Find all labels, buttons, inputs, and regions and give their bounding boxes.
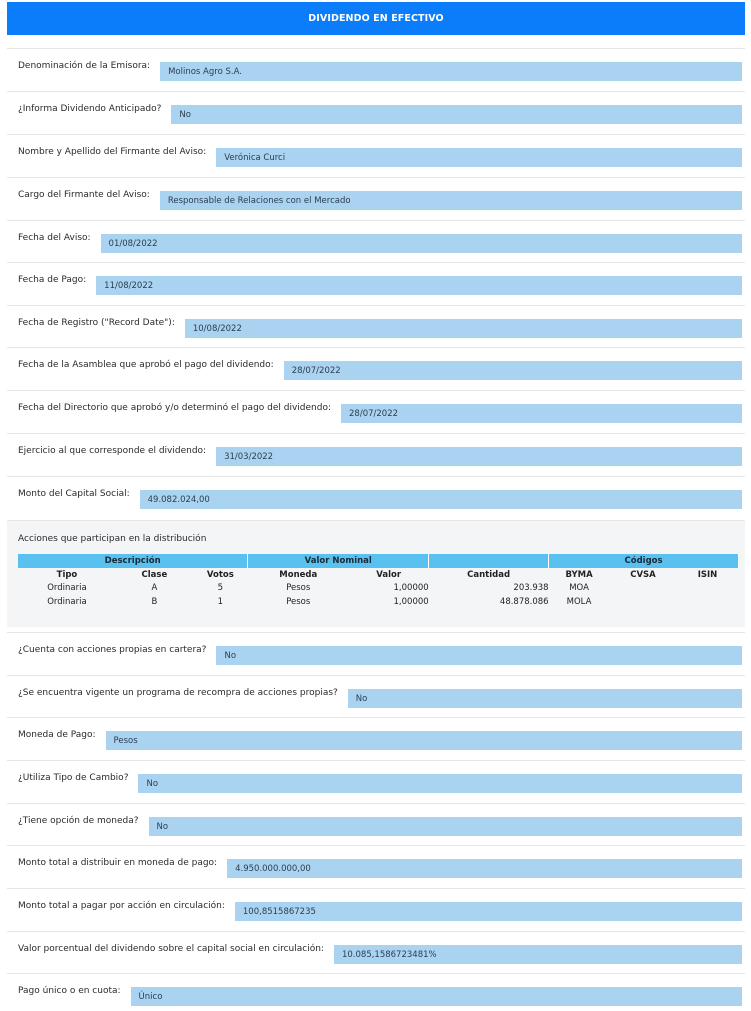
table-cell: Pesos: [286, 597, 311, 607]
field-label: Fecha de Pago:: [18, 275, 87, 285]
field-label: Nombre y Apellido del Firmante del Aviso:: [18, 147, 207, 157]
field-value: No: [348, 689, 742, 708]
group-header-blank: [429, 554, 549, 568]
column-header: Votos: [206, 569, 234, 580]
field-value: Responsable de Relaciones con el Mercado: [160, 191, 742, 210]
field-opcion-moneda: [7, 803, 745, 846]
field-programa-recompra: [7, 675, 745, 718]
field-fecha-asamblea: [7, 347, 745, 390]
field-label: ¿Utiliza Tipo de Cambio?: [18, 773, 129, 783]
field-label: ¿Se encuentra vigente un programa de recompra de acciones propias?: [18, 688, 338, 698]
field-value: Único: [131, 987, 742, 1006]
field-value: 100,8515867235: [235, 902, 742, 921]
table-cell: MOLA: [566, 597, 592, 607]
field-value: No: [149, 817, 742, 836]
column-header: Cantidad: [467, 569, 511, 580]
field-moneda-pago: [7, 717, 745, 760]
column-header: Valor: [376, 569, 402, 580]
field-label: Cargo del Firmante del Aviso:: [18, 190, 150, 200]
field-value: 11/08/2022: [96, 276, 742, 295]
field-value: No: [138, 774, 742, 793]
field-value: 4.950.000.000,00: [227, 859, 742, 878]
field-value: Molinos Agro S.A.: [160, 62, 742, 81]
field-value: 10/08/2022: [185, 319, 742, 338]
table-row: [18, 595, 739, 609]
field-tipo-cambio: [7, 760, 745, 803]
field-label: Ejercicio al que corresponde el dividendo:: [18, 446, 207, 456]
column-header: Tipo: [56, 569, 78, 580]
column-header: Moneda: [279, 569, 318, 580]
field-value: Pesos: [106, 731, 742, 750]
table-cell: 1: [217, 597, 224, 607]
group-header-descripcion: Descripción: [18, 554, 248, 568]
table-cell: 5: [217, 583, 224, 593]
group-header-valor-nominal: Valor Nominal: [248, 554, 429, 568]
field-emisora: [7, 48, 745, 91]
field-monto-total: [7, 845, 745, 888]
column-header: BYMA: [565, 569, 593, 580]
field-capital-social: [7, 476, 745, 519]
field-fecha-pago: [7, 262, 745, 305]
table-cell: [676, 595, 738, 609]
field-valor-porcentual: [7, 931, 745, 974]
field-firmante: [7, 134, 745, 177]
shares-section: [7, 520, 745, 627]
field-label: Fecha del Aviso:: [18, 233, 91, 243]
table-cell: Pesos: [286, 583, 311, 593]
field-label: Fecha del Directorio que aprobó y/o determinó el pago del dividendo:: [18, 403, 332, 413]
field-acciones-propias: [7, 632, 745, 675]
field-label: Denominación de la Emisora:: [18, 61, 151, 71]
field-value: 28/07/2022: [284, 361, 742, 380]
field-cargo-firmante: [7, 177, 745, 220]
table-cell: B: [151, 597, 158, 607]
field-label: ¿Tiene opción de moneda?: [18, 816, 139, 826]
table-cell: 1,00000: [393, 583, 429, 593]
field-value: No: [171, 105, 742, 124]
table-cell: [610, 595, 677, 609]
field-value: 49.082.024,00: [140, 490, 742, 509]
shares-table: [18, 554, 739, 609]
field-label: Fecha de Registro ("Record Date"):: [18, 318, 175, 328]
field-label: Moneda de Pago:: [18, 730, 96, 740]
field-dividendo-anticipado: [7, 91, 745, 134]
field-label: ¿Informa Dividendo Anticipado?: [18, 104, 162, 114]
field-value: 31/03/2022: [216, 447, 742, 466]
field-label: Pago único o en cuota:: [18, 986, 121, 996]
table-cell: MOA: [569, 583, 589, 593]
field-ejercicio: [7, 433, 745, 476]
column-header: Clase: [141, 569, 168, 580]
field-value: No: [216, 646, 742, 665]
column-header: ISIN: [697, 569, 718, 580]
table-row: [18, 581, 739, 595]
page-title: DIVIDENDO EN EFECTIVO: [7, 2, 745, 35]
field-value: 10.085,1586723481%: [334, 945, 742, 964]
field-value: 28/07/2022: [341, 404, 742, 423]
table-cell: 48.878.086: [499, 597, 549, 607]
field-label: Monto total a distribuir en moneda de pago:: [18, 858, 218, 868]
table-cell: [676, 581, 738, 595]
field-label: Valor porcentual del dividendo sobre el capital social en circulación:: [18, 944, 324, 954]
field-value: 01/08/2022: [101, 234, 742, 253]
shares-title: Acciones que participan en la distribución: [18, 534, 207, 544]
field-label: Fecha de la Asamblea que aprobó el pago del dividendo:: [18, 360, 274, 370]
table-cell: A: [151, 583, 158, 593]
table-cell: 203.938: [513, 583, 549, 593]
group-header-codigos: Códigos: [549, 554, 739, 568]
field-fecha-directorio: [7, 390, 745, 433]
field-label: Monto total a pagar por acción en circulación:: [18, 901, 225, 911]
field-value: Verónica Curci: [216, 148, 742, 167]
column-header: CVSA: [630, 569, 656, 580]
table-cell: [610, 581, 677, 595]
field-monto-por-accion: [7, 888, 745, 931]
field-pago-unico: [7, 973, 745, 1011]
field-fecha-aviso: [7, 220, 745, 263]
table-cell: Ordinaria: [47, 583, 87, 593]
table-cell: Ordinaria: [47, 597, 87, 607]
field-label: ¿Cuenta con acciones propias en cartera?: [18, 645, 207, 655]
field-label: Monto del Capital Social:: [18, 489, 130, 499]
field-fecha-registro: [7, 305, 745, 348]
table-cell: 1,00000: [393, 597, 429, 607]
